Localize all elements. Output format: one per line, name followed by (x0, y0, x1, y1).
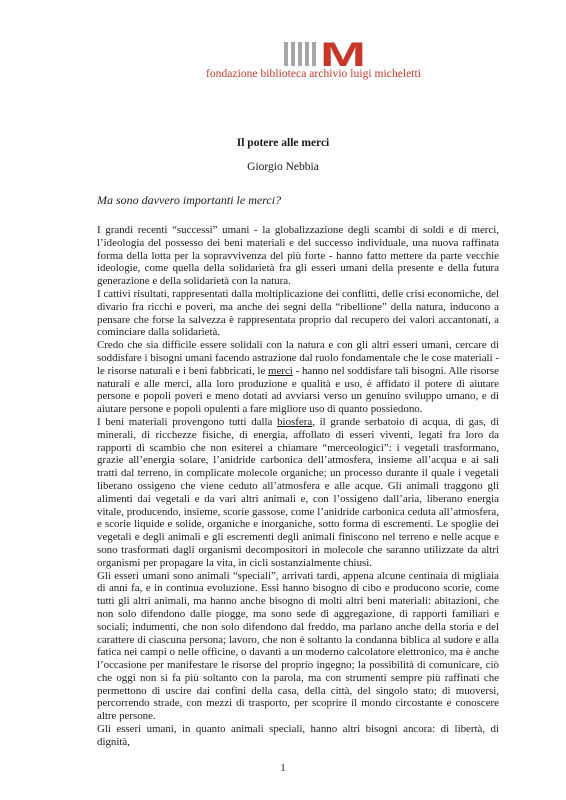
logo-stripe (305, 42, 309, 66)
paragraph-text: I grandi recenti “successi” umani - la globalizzazione degli scambi di soldi e di merci, l’ideologia del possesso dei beni materiali e del successo individuale, una nuova raffinata forma della lotta per la sopravvivenza del più forte - hanno fatto mettere da parte vecchie ideologie, come quella della solidarietà fra gli esseri umani della presente e della futura generazione e della solidarietà con la natura. (97, 224, 499, 288)
paragraph-text: , il grande serbatoio di acqua, di gas, di minerali, di ricchezze fisiche, di energia, affollato di esseri viventi, legati fra loro da rapporti di scambio che non esiterei a chiamare “merceologici”: i vegetali trasformano, grazie all’energia solare, l’anidride carbonica dell’atmosfera, insieme all’acqua e ai sali tratti dal terreno, in complicate molecole organiche; un processo durante il quale i vegetali liberano ossigeno che viene ceduto all’atmosfera e alle acque. Gli animali traggono gli alimenti dai vegetali e da vari altri animali e, con l’ossigeno dall’aria, liberano energia vitale, producendo, insieme, scorie gassose, come l’anidride carbonica ceduta all’atmosfera, e scorie liquide e solide, organiche e inorganiche, sotto forma di escrementi. Le spoglie dei vegetali e degli animali e gli escrementi degli animali finiscono nel terreno e nelle acque e sono trasformati dagli organismi decompositori in molecole che saranno utilizzate da altri organismi per propagare la vita, in cicli sostanzialmente chiusi. (97, 415, 499, 569)
body-text (97, 224, 499, 749)
underlined-term: merci (268, 364, 293, 377)
page-number: 1 (280, 762, 286, 774)
logo-stripe (291, 42, 295, 66)
paragraph-text: I cattivi risultati, rappresentati dalla moltiplicazione dei conflitti, delle crisi economiche, del divario fra ricchi e poveri, ma anche dei segni della “ribellione” della natura, inducono a pensare che forse la salvezza è rappresentata proprio dal recupero dei valori accantonati, a cominciare dalla solidarietà. (97, 287, 499, 339)
paragraph-text: Credo che sia difficile essere solidali con la natura e con gli altri esseri umani, cercare di soddisfare i bisogni umani facendo astrazione dal ruolo fondamentale che le cose materiali - le risorse naturali e i beni fabbricati, le (97, 339, 499, 377)
body-paragraph (97, 288, 499, 339)
foundation-logo (284, 40, 376, 90)
logo-stripe (312, 42, 316, 66)
underlined-term: biosfera (277, 415, 313, 428)
logo-letter: M (320, 40, 366, 74)
paragraph-text: I beni materiali provengono tutti dalla (97, 415, 278, 428)
body-paragraph (97, 416, 499, 570)
body-paragraph (97, 570, 499, 724)
body-paragraph (97, 224, 499, 288)
paragraph-text: Gli esseri umani, in quanto animali speciali, hanno altri bisogni ancora: di libertà, di dignità, (97, 723, 499, 748)
logo-caption: fondazione biblioteca archivio luigi micheletti (206, 68, 422, 80)
paragraph-text: Gli esseri umani sono animali “speciali”, arrivati tardi, appena alcune centinaia di migliaia di anni fa, e in continua evoluzione. Essi hanno bisogno di cibo e producono scorie, come tutti gli altri animali, ma hanno anche bisogno di molti altri beni materiali: abitazioni, che non solo difendono dalle piogge, ma sono sede di aggregazione, di rapporti familiari e sociali; indumenti, che non solo difendono dal freddo, ma parlano anche della storia e del carattere di ciascuna persona; lavoro, che non è soltanto la condanna biblica al sudore e alla fatica nei campi o nelle officine, o davanti a un moderno calcolatore elettronico, ma è anche l’occasione per manifestare le risorse del proprio ingegno; la possibilità di comunicare, ciò che oggi non si fa più soltanto con la parola, ma con strumenti sempre più raffinati che permettono di uscire dai confini della casa, della città, del singolo stato; di muoversi, percorrendo strade, con mezzi di trasporto, per scoprire il mondo circostante e conoscere altre persone. (97, 569, 499, 723)
body-paragraph (97, 723, 499, 749)
body-paragraph (97, 339, 499, 416)
section-question: Ma sono davvero importanti le merci? (97, 193, 282, 207)
document-author: Giorgio Nebbia (247, 161, 319, 173)
logo-stripe (298, 42, 302, 66)
document-title: Il potere alle merci (236, 137, 330, 149)
logo-stripe (284, 42, 288, 66)
logo-stripes (284, 42, 316, 66)
paragraph-text: - hanno nel soddisfare tali bisogni. Alle risorse naturali e alle merci, alla loro produzione e qualità e uso, è affidato il potere di aiutare persone e popoli poveri e meno dotati ad avviarsi verso un genuino sviluppo umano, e di aiutare persone e popoli opulenti a fare migliore uso di quanto possiedono. (97, 364, 499, 416)
